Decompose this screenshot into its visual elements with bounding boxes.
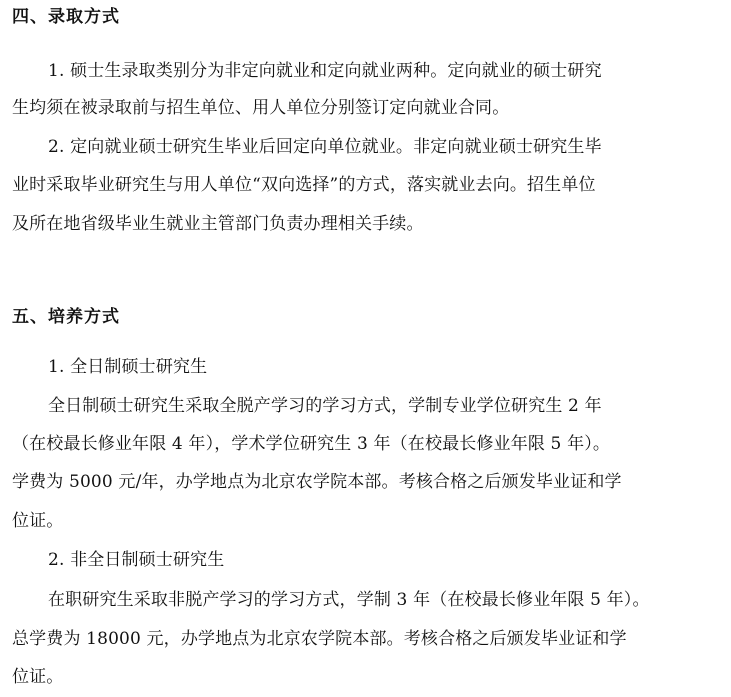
admission-paragraph-1-line-1: 1. 硕士生录取类别分为非定向就业和定向就业两种。定向就业的硕士研究 xyxy=(48,61,602,81)
training-fulltime-line-1: 全日制硕士研究生采取全脱产学习的学习方式，学制专业学位研究生 2 年 xyxy=(48,396,602,416)
section-heading-admission: 四、录取方式 xyxy=(12,7,120,27)
training-parttime-subtitle: 2. 非全日制硕士研究生 xyxy=(48,550,225,570)
training-fulltime-subtitle: 1. 全日制硕士研究生 xyxy=(48,357,208,377)
training-parttime-line-3: 位证。 xyxy=(12,667,64,687)
admission-paragraph-2-line-3: 及所在地省级毕业生就业主管部门负责办理相关手续。 xyxy=(12,214,424,234)
training-parttime-line-2: 总学费为 18000 元，办学地点为北京农学院本部。考核合格之后颁发毕业证和学 xyxy=(12,629,627,649)
admission-paragraph-2-line-2: 业时采取毕业研究生与用人单位“双向选择”的方式，落实就业去向。招生单位 xyxy=(12,175,596,195)
section-heading-training: 五、培养方式 xyxy=(12,307,120,327)
admission-paragraph-1-line-2: 生均须在被录取前与招生单位、用人单位分别签订定向就业合同。 xyxy=(12,98,510,118)
training-parttime-line-1: 在职研究生采取非脱产学习的学习方式，学制 3 年（在校最长修业年限 5 年）。 xyxy=(48,590,650,610)
admission-paragraph-2-line-1: 2. 定向就业硕士研究生毕业后回定向单位就业。非定向就业硕士研究生毕 xyxy=(48,137,602,157)
training-fulltime-line-2: （在校最长修业年限 4 年），学术学位研究生 3 年（在校最长修业年限 5 年）。 xyxy=(12,434,611,454)
training-fulltime-line-4: 位证。 xyxy=(12,511,64,531)
training-fulltime-line-3: 学费为 5000 元/年，办学地点为北京农学院本部。考核合格之后颁发毕业证和学 xyxy=(12,472,622,492)
